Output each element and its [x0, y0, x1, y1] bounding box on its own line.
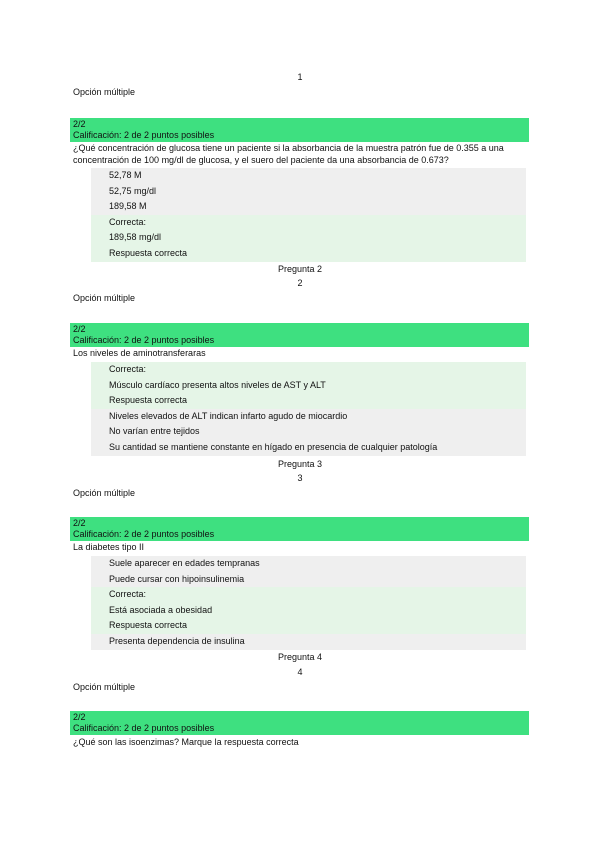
option[interactable]: No varían entre tejidos [91, 424, 526, 440]
correct-label: Correcta: [91, 215, 526, 231]
score-banner [70, 118, 529, 142]
options-list [91, 556, 526, 650]
question-type: Opción múltiple [73, 293, 136, 303]
question-type: Opción múltiple [73, 488, 136, 498]
question-number: 3 [297, 473, 303, 483]
correct-label: Correcta: [91, 362, 526, 378]
score-banner [70, 711, 529, 735]
correct-label: Correcta: [91, 587, 526, 603]
question-type: Opción múltiple [73, 682, 136, 692]
grade: Calificación: 2 de 2 puntos posibles [73, 723, 215, 733]
options-list [91, 362, 526, 456]
option[interactable]: Suele aparecer en edades tempranas [91, 556, 526, 572]
next-question-link[interactable]: Pregunta 4 [277, 652, 323, 662]
options-list [91, 168, 526, 262]
question-text: La diabetes tipo II [73, 542, 145, 552]
score-banner [70, 323, 529, 347]
grade: Calificación: 2 de 2 puntos posibles [73, 335, 215, 345]
option[interactable]: 52,78 M [91, 168, 526, 184]
question-number: 1 [297, 72, 303, 82]
question-number: 2 [297, 278, 303, 288]
correct-answer-label: Respuesta correcta [91, 618, 526, 634]
question-text: ¿Qué concentración de glucosa tiene un paciente si la absorbancia de la muestra patrón fue de 0.355 a una concentración de 100 mg/dl de glucosa, y el suero del paciente da una absorbancia de 0.673? [73, 143, 504, 165]
option[interactable]: Puede cursar con hipoinsulinemia [91, 572, 526, 588]
score: 2/2 [73, 712, 86, 722]
score: 2/2 [73, 518, 86, 528]
question-type: Opción múltiple [73, 87, 136, 97]
correct-answer-label: Respuesta correcta [91, 393, 526, 409]
score: 2/2 [73, 324, 86, 334]
next-question-link[interactable]: Pregunta 2 [277, 264, 323, 274]
grade: Calificación: 2 de 2 puntos posibles [73, 130, 215, 140]
score: 2/2 [73, 119, 86, 129]
score-banner [70, 517, 529, 541]
option[interactable]: Niveles elevados de ALT indican infarto agudo de miocardio [91, 409, 526, 425]
option[interactable]: Presenta dependencia de insulina [91, 634, 526, 650]
option-correct[interactable]: 189,58 mg/dl [91, 230, 526, 246]
option[interactable]: 189,58 M [91, 199, 526, 215]
option[interactable]: 52,75 mg/dl [91, 184, 526, 200]
option[interactable]: Su cantidad se mantiene constante en hígado en presencia de cualquier patología [91, 440, 526, 456]
option-correct[interactable]: Músculo cardíaco presenta altos niveles de AST y ALT [91, 378, 526, 394]
question-text: ¿Qué son las isoenzimas? Marque la respuesta correcta [73, 737, 299, 747]
question-number: 4 [297, 667, 303, 677]
question-text: Los niveles de aminotransferaras [73, 348, 206, 358]
next-question-link[interactable]: Pregunta 3 [277, 459, 323, 469]
correct-answer-label: Respuesta correcta [91, 246, 526, 262]
grade: Calificación: 2 de 2 puntos posibles [73, 529, 215, 539]
option-correct[interactable]: Está asociada a obesidad [91, 603, 526, 619]
